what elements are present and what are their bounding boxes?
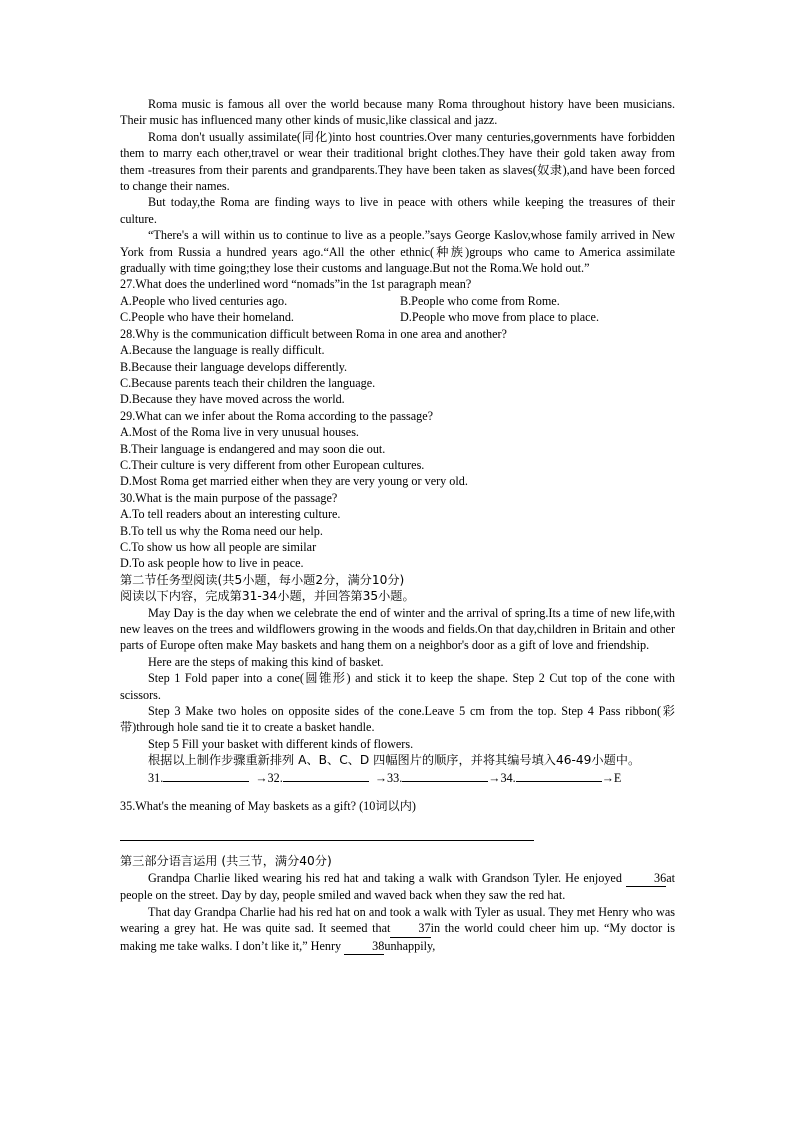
- passage-paragraph: “There's a will within us to continue to live as a people.”says George Kaslov,whose family arrived in New York from Russia a hundred years ago.“All the other ethnic(种族)groups who came to America assimilate gradually with time going;they lose their customs and language.But not the Roma.We hold out.”: [120, 228, 675, 276]
- option-c: C.People who have their homeland.: [120, 310, 294, 325]
- blank-31-input[interactable]: [163, 769, 249, 782]
- option-d: D.To ask people how to live in peace.: [120, 556, 304, 571]
- section2-paragraph: May Day is the day when we celebrate the end of winter and the arrival of spring.Its a time of new life,with new leaves on the trees and wildflowers growing in the woods and fields.On that day,children in Britain and other parts of Europe often make May baskets and hang them on a neighbor's door as a gift of love and friendship.: [120, 605, 675, 653]
- exam-page: [120, 96, 675, 955]
- option-a: A.Because the language is really difficult.: [120, 343, 325, 358]
- question-27-options-row1: [120, 293, 675, 309]
- question-28-stem: 28.Why is the communication difficult between Roma in one area and another?: [120, 326, 507, 341]
- section2-paragraph: Step 3 Make two holes on opposite sides of the cone.Leave 5 cm from the top. Step 4 Pass ribbon(彩带)through hole sand tie it to create a basket handle.: [120, 704, 675, 735]
- passage-paragraph: But today,the Roma are finding ways to live in peace with others while keeping the treasures of their culture.: [120, 195, 675, 226]
- cloze-text: in the world could cheer him up. “My doctor is making me take walks. I don’t like it,” Henry: [120, 921, 675, 953]
- section2-instruction: 阅读以下内容，完成第31-34小题，并回答第35小题。: [120, 589, 415, 604]
- option-b: B.To tell us why the Roma need our help.: [120, 523, 323, 538]
- blank-32-input[interactable]: [283, 769, 369, 782]
- cloze-text: That day Grandpa Charlie had his red hat on and took a walk with Tyler as usual. They met Henry who was wearing a grey hat. He was quite sad. It seemed that: [120, 904, 675, 936]
- option-b: B.Their language is endangered and may soon die out.: [120, 441, 386, 456]
- spacer: [120, 786, 675, 798]
- spacer: [120, 814, 675, 826]
- section2-paragraph: Step 5 Fill your basket with different kinds of flowers.: [148, 736, 414, 751]
- question-27-options-row2: [120, 309, 675, 325]
- question-29-stem: 29.What can we infer about the Roma according to the passage?: [120, 408, 434, 423]
- cloze-text: Grandpa Charlie liked wearing his red hat and taking a walk with Grandson Tyler. He enjoyed: [148, 870, 622, 885]
- option-d: D.People who move from place to place.: [400, 310, 599, 325]
- section2-paragraph: Here are the steps of making this kind of basket.: [148, 654, 384, 669]
- answer-35-line[interactable]: [120, 826, 534, 841]
- blank-37[interactable]: 37: [390, 920, 430, 937]
- sequence-end: →E: [601, 770, 622, 785]
- blank-33-label: →33.: [374, 770, 403, 785]
- option-c: C.Because parents teach their children the language.: [120, 375, 376, 390]
- cloze-paragraph: [120, 870, 675, 904]
- section3-heading: 第三部分语言运用 (共三节，满分40分): [120, 854, 332, 869]
- option-d: D.Because they have moved across the world.: [120, 392, 345, 407]
- blank-33-input[interactable]: [402, 769, 488, 782]
- question-27-stem: 27.What does the underlined word “nomads”in the 1st paragraph mean?: [120, 277, 472, 292]
- cloze-paragraph: [120, 904, 675, 955]
- option-a: A.People who lived centuries ago.: [120, 293, 288, 308]
- cloze-text: at people on the street. Day by day, people smiled and waved back when they saw the red hat.: [120, 870, 676, 903]
- cloze-text: unhappily,: [384, 938, 436, 953]
- blank-32-label: →32.: [255, 770, 283, 785]
- spacer: [120, 841, 675, 853]
- blank-34-input[interactable]: [516, 769, 602, 782]
- option-c: C.Their culture is very different from other European cultures.: [120, 457, 425, 472]
- option-b: B.People who come from Rome.: [400, 293, 560, 308]
- passage-paragraph: Roma music is famous all over the world because many Roma throughout history have been musicians. Their music has influenced many other kinds of music,like classical and jazz.: [120, 97, 675, 128]
- blank-36[interactable]: 36: [626, 870, 666, 887]
- question-30-stem: 30.What is the main purpose of the passage?: [120, 490, 338, 505]
- question-35-stem: 35.What's the meaning of May baskets as a gift? (10词以内): [120, 799, 416, 814]
- passage-paragraph: Roma don't usually assimilate(同化)into host countries.Over many centuries,governments have forbidden them to marry each other,travel or wear their traditional bright clothes.They have their gold taken away from them -treasures from their parents and grandparents.They have been taken as slaves(奴隶),and have been forced to change their names.: [120, 129, 675, 194]
- blank-34-label: →34.: [488, 770, 516, 785]
- option-d: D.Most Roma get married either when they are very young or very old.: [120, 474, 468, 489]
- option-c: C.To show us how all people are similar: [120, 539, 317, 554]
- section2-paragraph: Step 1 Fold paper into a cone(圆锥形) and stick it to keep the shape. Step 2 Cut top of the cone with scissors.: [120, 671, 675, 702]
- blank-38[interactable]: 38: [344, 938, 384, 955]
- option-a: A.To tell readers about an interesting culture.: [120, 507, 341, 522]
- section2-task-instruction: 根据以上制作步骤重新排列 A、B、C、D 四幅图片的顺序，并将其编号填入46-49小题中。: [148, 753, 641, 768]
- option-b: B.Because their language develops differently.: [120, 359, 348, 374]
- section2-heading: 第二节任务型阅读(共5小题，每小题2分，满分10分): [120, 572, 405, 587]
- blank-31-label: 31.: [148, 770, 164, 785]
- option-a: A.Most of the Roma live in very unusual houses.: [120, 425, 359, 440]
- answer-sequence-row: [120, 769, 675, 786]
